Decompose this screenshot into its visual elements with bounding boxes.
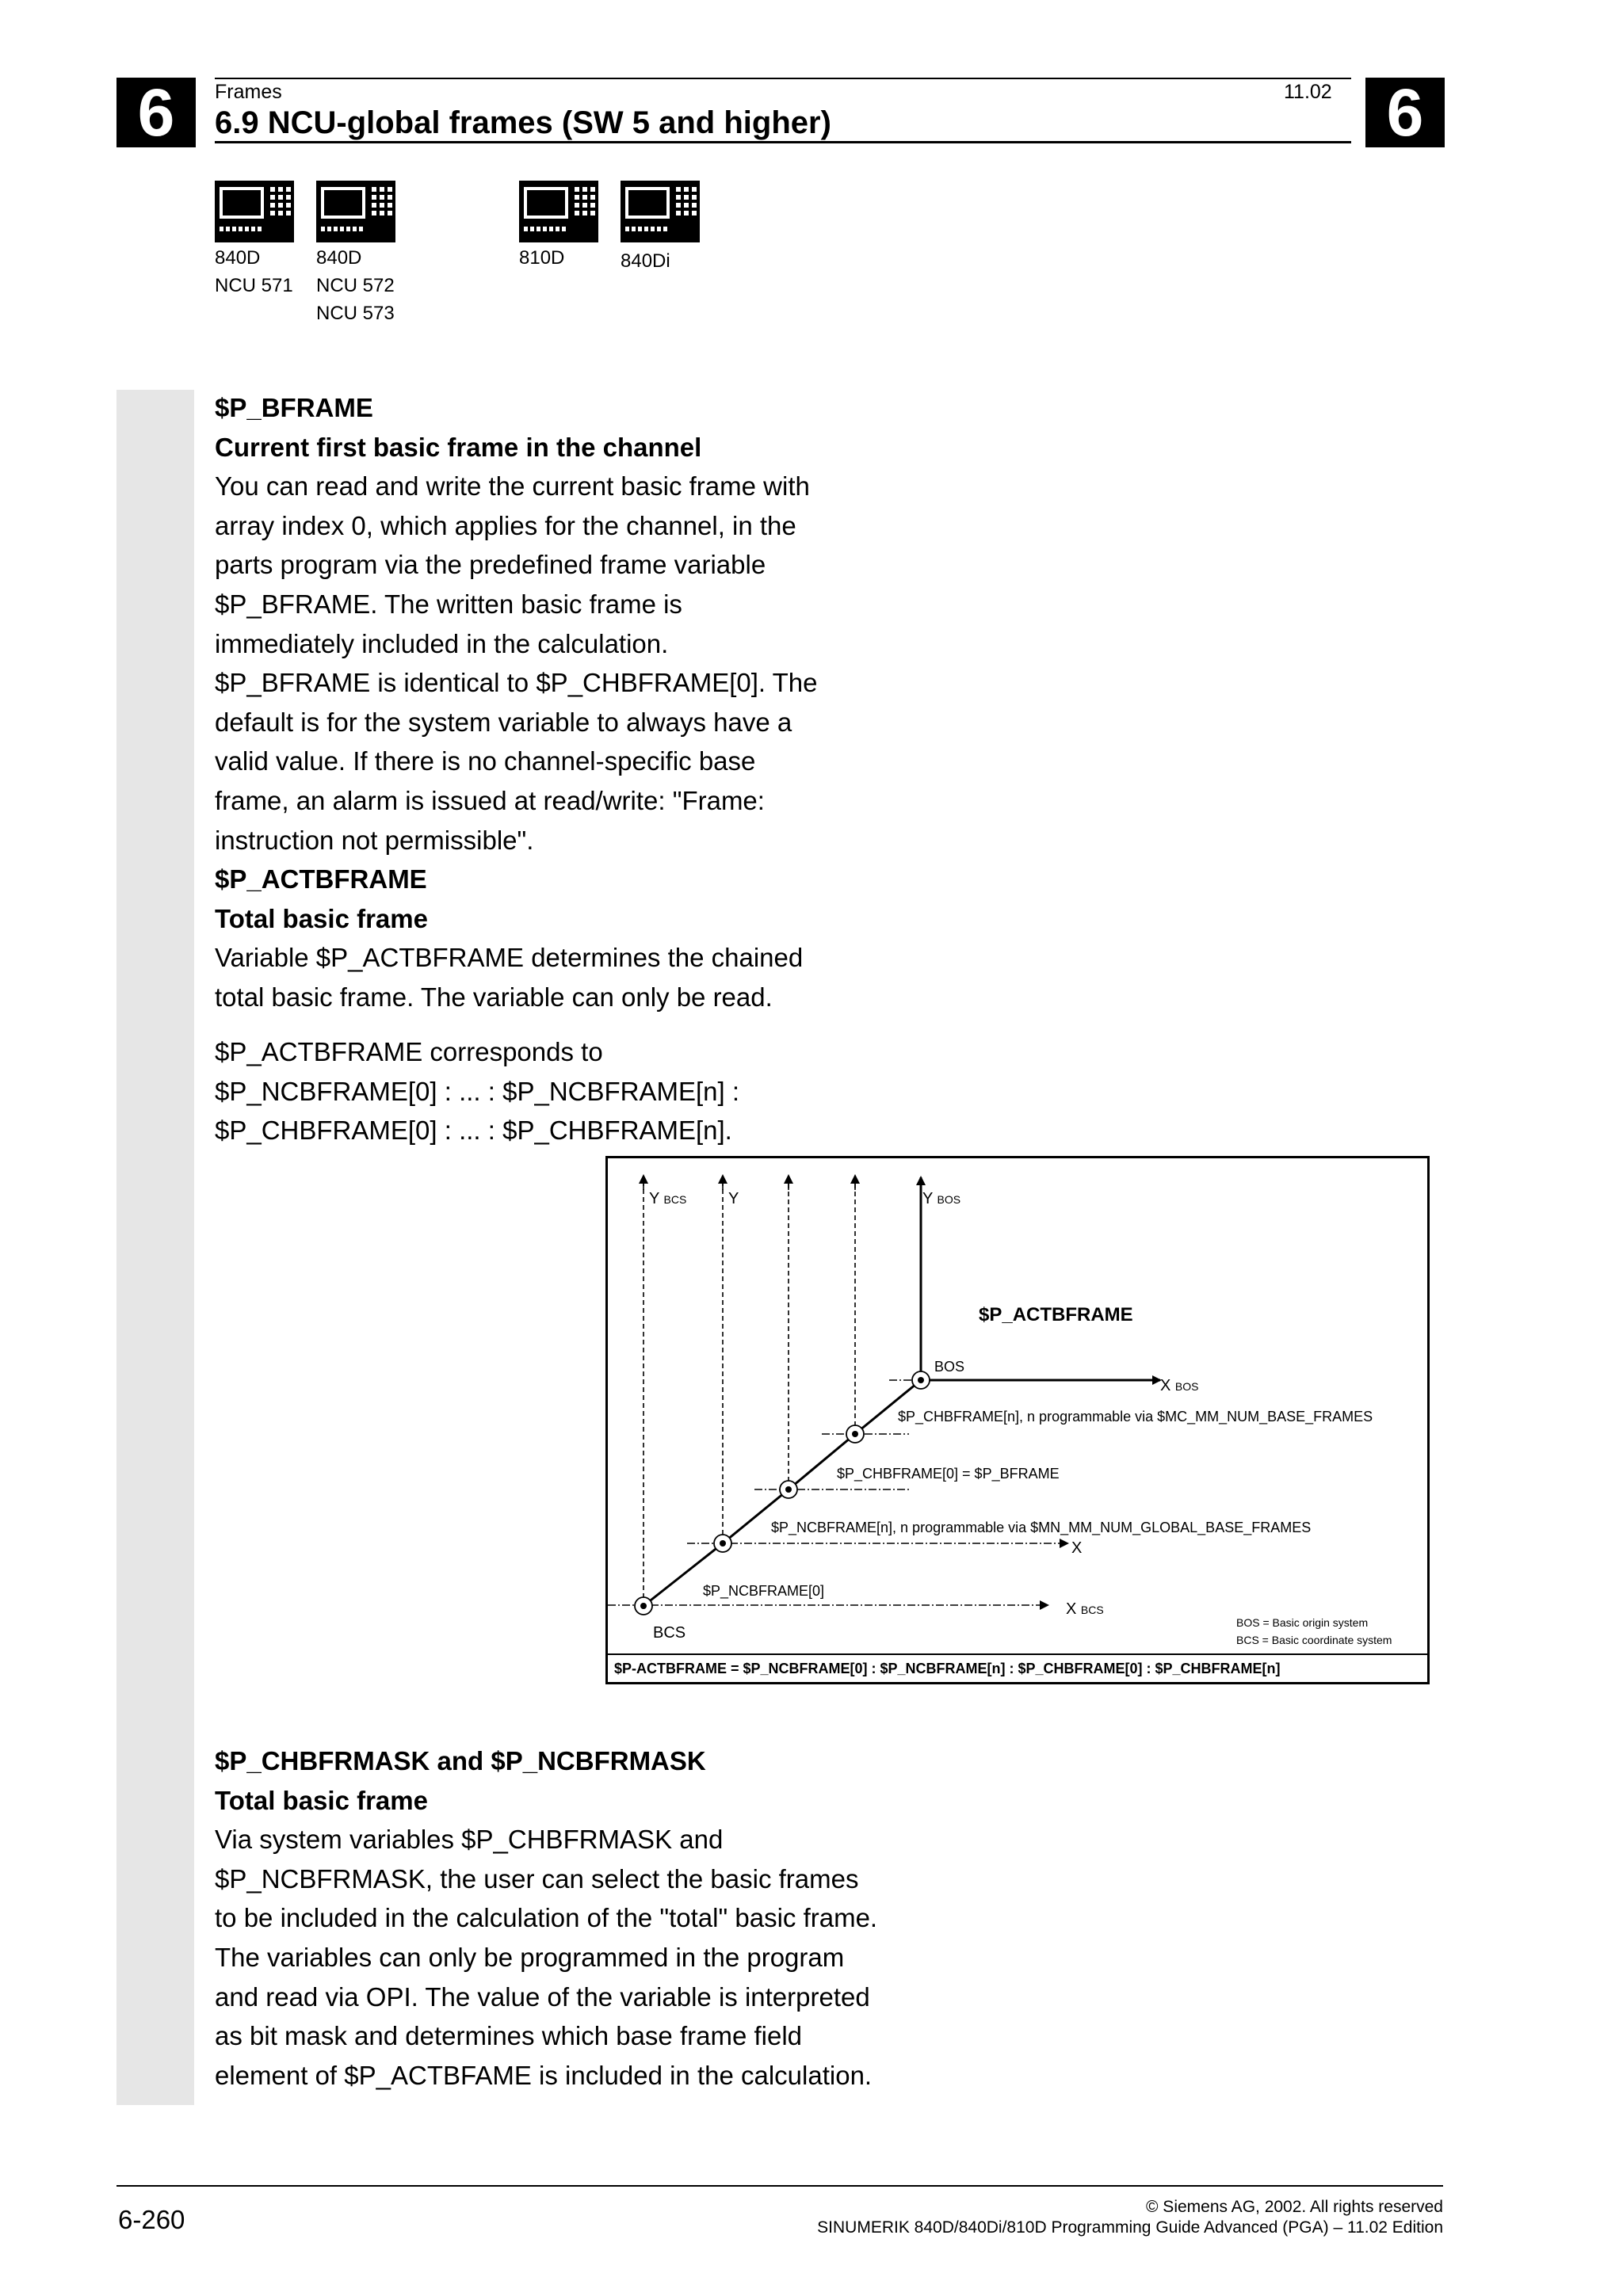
header-edition: 11.02 <box>1284 81 1332 103</box>
body-line: parts program via the predefined frame variable <box>215 550 766 580</box>
section-subheading: Current first basic frame in the channel <box>215 432 702 462</box>
body-line: as bit mask and determines which base frame field <box>215 2021 803 2051</box>
chapter-number-right: 6 <box>1365 78 1445 147</box>
x-bcs-label: X BCS <box>1066 1600 1104 1618</box>
legend-bcs: BCS = Basic coordinate system <box>1236 1634 1392 1646</box>
y-label: Y <box>728 1190 739 1207</box>
body-line: Via system variables $P_CHBFRMASK and <box>215 1825 724 1855</box>
formula-divider <box>608 1653 1427 1655</box>
body-line: immediately included in the calculation. <box>215 628 669 658</box>
body-line: instruction not permissible". <box>215 825 534 855</box>
x-label: X <box>1071 1539 1083 1557</box>
section-p-bframe <box>215 388 818 1017</box>
body-line: The variables can only be programmed in the program <box>215 1942 845 1972</box>
body-line: $P_BFRAME. The written basic frame is <box>215 589 682 619</box>
cnc-control-panel-icon <box>215 181 294 242</box>
section-bfrmask <box>215 1741 877 2095</box>
section-subheading: Total basic frame <box>215 1785 428 1815</box>
section-heading: $P_BFRAME <box>215 393 373 422</box>
bcs-label: BCS <box>653 1624 686 1642</box>
x-bos-label: X BOS <box>1160 1377 1199 1394</box>
control-label-840di: 840Di <box>621 250 670 272</box>
header-section: Frames <box>215 81 282 103</box>
body-line: You can read and write the current basic frame with <box>215 471 810 502</box>
margin-bar <box>116 390 194 2105</box>
chbframe0-label: $P_CHBFRAME[0] = $P_BFRAME <box>837 1466 1060 1482</box>
body-line: element of $P_ACTBFAME is included in the calculation. <box>215 2060 873 2090</box>
body-line: valid value. If there is no channel-specific base <box>215 746 756 776</box>
legend-bos: BOS = Basic origin system <box>1236 1616 1369 1629</box>
body-line: frame, an alarm is issued at read/write: "Frame: <box>215 785 765 815</box>
footer-copyright: © Siemens AG, 2002. All rights reserved <box>1146 2198 1443 2216</box>
formula-caption: $P-ACTBFRAME = $P_NCBFRAME[0] : $P_NCBFRAME[n] : $P_CHBFRAME[0] : $P_CHBFRAME[n] <box>614 1661 1281 1676</box>
body-line: array index 0, which applies for the channel, in the <box>215 510 796 540</box>
body-line: total basic frame. The variable can only be read. <box>215 982 773 1012</box>
y-bcs-label: Y BCS <box>649 1190 687 1207</box>
cnc-control-panel-icon <box>621 181 700 242</box>
y-bos-label: Y BOS <box>922 1190 961 1207</box>
body-line: Variable $P_ACTBFRAME determines the chained <box>215 943 804 973</box>
body-line: and read via OPI. The value of the variable is interpreted <box>215 1981 870 2012</box>
ncbframe-n-label: $P_NCBFRAME[n], n programmable via $MN_MM_NUM_GLOBAL_BASE_FRAMES <box>771 1520 1312 1535</box>
control-label-840d-ncu572: 840D NCU 572 NCU 573 <box>316 247 395 324</box>
section-heading: $P_ACTBFRAME <box>215 864 427 894</box>
cnc-control-panel-icon <box>519 181 598 242</box>
body-line: $P_CHBFRAME[0] : ... : $P_CHBFRAME[n]. <box>215 1116 732 1146</box>
actbframe-label: $P_ACTBFRAME <box>979 1304 1133 1325</box>
body-line: $P_NCBFRMASK, the user can select the basic frames <box>215 1863 859 1894</box>
header-bottom-rule <box>215 141 1351 143</box>
body-line: default is for the system variable to always have a <box>215 707 792 737</box>
body-line: $P_BFRAME is identical to $P_CHBFRAME[0]. The <box>215 668 818 698</box>
chapter-number-left: 6 <box>116 78 196 147</box>
page-title: 6.9 NCU-global frames (SW 5 and higher) <box>215 105 831 140</box>
control-label-810d: 810D <box>519 247 565 269</box>
footer-rule <box>116 2185 1443 2187</box>
header-top-rule <box>215 78 1351 79</box>
frame-chain-diagram <box>605 1156 1430 1684</box>
bos-label: BOS <box>934 1359 965 1375</box>
section-subheading: Total basic frame <box>215 903 428 933</box>
footer-doc-title: SINUMERIK 840D/840Di/810D Programming Guide Advanced (PGA) – 11.02 Edition <box>817 2218 1443 2237</box>
body-line: $P_ACTBFRAME corresponds to <box>215 1037 603 1066</box>
cnc-control-panel-icon <box>316 181 395 242</box>
control-label-840d-ncu571: 840D NCU 571 <box>215 247 293 296</box>
section-heading: $P_CHBFRMASK and $P_NCBFRMASK <box>215 1746 706 1775</box>
ncbframe0-label: $P_NCBFRAME[0] <box>703 1583 825 1599</box>
body-line: $P_NCBFRAME[0] : ... : $P_NCBFRAME[n] : <box>215 1076 740 1106</box>
page-number: 6-260 <box>118 2205 185 2234</box>
chbframe-n-label: $P_CHBFRAME[n], n programmable via $MC_MM_NUM_BASE_FRAMES <box>898 1409 1373 1425</box>
section-actbframe-correspondence <box>215 1032 739 1150</box>
body-line: to be included in the calculation of the "total" basic frame. <box>215 1903 878 1933</box>
